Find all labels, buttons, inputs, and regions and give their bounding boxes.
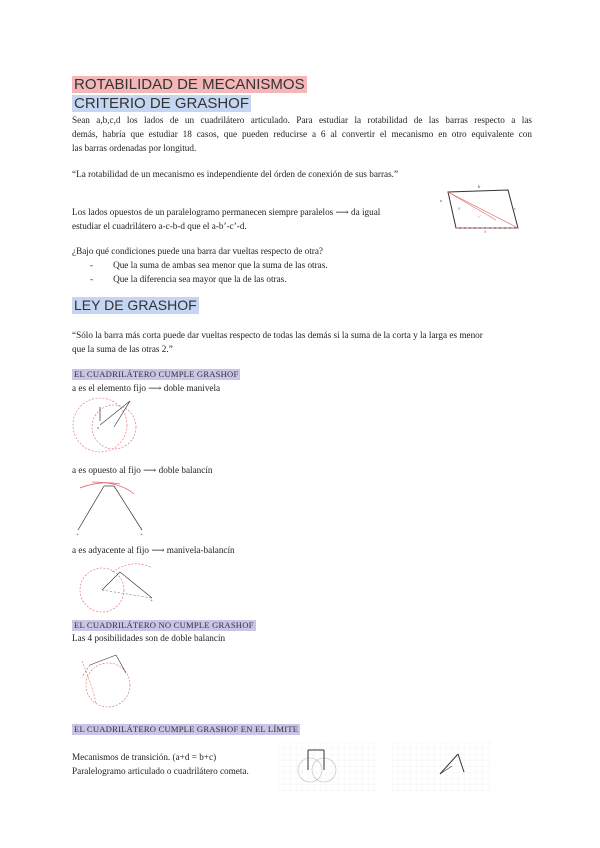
quad-label: b	[478, 184, 480, 189]
limite-line: Paralelogramo articulado o cuadrilátero cometa.	[72, 766, 249, 776]
case-manivela-balancin: a es adyacente al fijo ⟶ manivela-balancín	[72, 545, 235, 555]
condition-text: Que la diferencia sea mayor que la de las otras.	[113, 274, 287, 284]
quad-label: a	[440, 198, 442, 203]
condition-item: - Que la suma de ambas sea menor que la suma de las otras.	[90, 260, 328, 270]
subsection-no-cumple: EL CUADRILÁTERO NO CUMPLE GRASHOF	[74, 620, 254, 630]
quote-rotabilidad: “La rotabilidad de un mecanismo es independiente del órden de conexión de sus barras.”	[72, 169, 399, 179]
fig-cometa	[392, 742, 492, 792]
fig-paralelogramo	[278, 742, 378, 792]
condition-text: Que la suma de ambas sea menor que la suma de las otras.	[113, 260, 328, 270]
quadrilateral-diagram	[436, 180, 526, 235]
paralelogramo-line: estudiar el cuadrilátero a-c-b-d que el a-b’-c’-d.	[72, 221, 247, 231]
ley-quote-line: “Sólo la barra más corta puede dar vueltas respecto de todas las demás si la suma de la corta y la larga es menor	[72, 330, 483, 340]
subsection-limite: EL CUADRILÁTERO CUMPLE GRASHOF EN EL LÍMITE	[74, 724, 299, 734]
pivot-mark: +	[140, 533, 143, 538]
case-doble-balancin: a es opuesto al fijo ⟶ doble balancín	[72, 465, 213, 475]
page-title: ROTABILIDAD DE MECANISMOS	[74, 76, 305, 93]
ley-quote-line: que la suma de las otras 2.”	[72, 344, 173, 354]
intro-line: las barras ordenadas por longitud.	[72, 143, 197, 153]
intro-paragraph	[72, 113, 532, 155]
question-text: ¿Bajo qué condiciones puede una barra dar vueltas respecto de otra?	[72, 246, 324, 256]
paralelogramo-line: Los lados opuestos de un paralelogramo permanecen siempre paralelos ⟶ da igual	[72, 207, 381, 217]
quad-label: b’	[458, 206, 462, 211]
quad-label: d	[484, 229, 486, 234]
limite-line: Mecanismos de transición. (a+d = b+c)	[72, 752, 217, 762]
no-cumple-text: Las 4 posibilidades son de doble balancín	[72, 633, 226, 643]
section-title-criterio: CRITERIO DE GRASHOF	[74, 95, 250, 112]
case-doble-manivela: a es el elemento fijo ⟶ doble manivela	[72, 383, 221, 393]
intro-line: Sean a,b,c,d los lados de un cuadrilátero articulado. Para estudiar la rotabilidad de las barras respecto a las	[72, 115, 532, 125]
section-title-ley: LEY DE GRASHOF	[74, 297, 197, 313]
fig-doble-manivela	[70, 395, 160, 460]
fig-doble-balancin	[72, 478, 162, 538]
intro-line: demás, habría que estudiar 18 casos, que pueden reducirse a 6 al convertir el mecanismo en otro equivalente con	[72, 129, 532, 139]
pivot-mark: +	[76, 533, 79, 538]
quad-label: c	[514, 206, 516, 211]
subsection-cumple: EL CUADRILÁTERO CUMPLE GRASHOF	[74, 369, 239, 379]
fig-no-cumple	[72, 645, 162, 710]
quad-label: c’	[478, 214, 482, 219]
condition-item: - Que la diferencia sea mayor que la de las otras.	[90, 274, 287, 284]
pivot-mark: +	[150, 599, 153, 604]
fig-label: a	[97, 425, 99, 430]
fig-manivela-balancin	[72, 556, 172, 616]
